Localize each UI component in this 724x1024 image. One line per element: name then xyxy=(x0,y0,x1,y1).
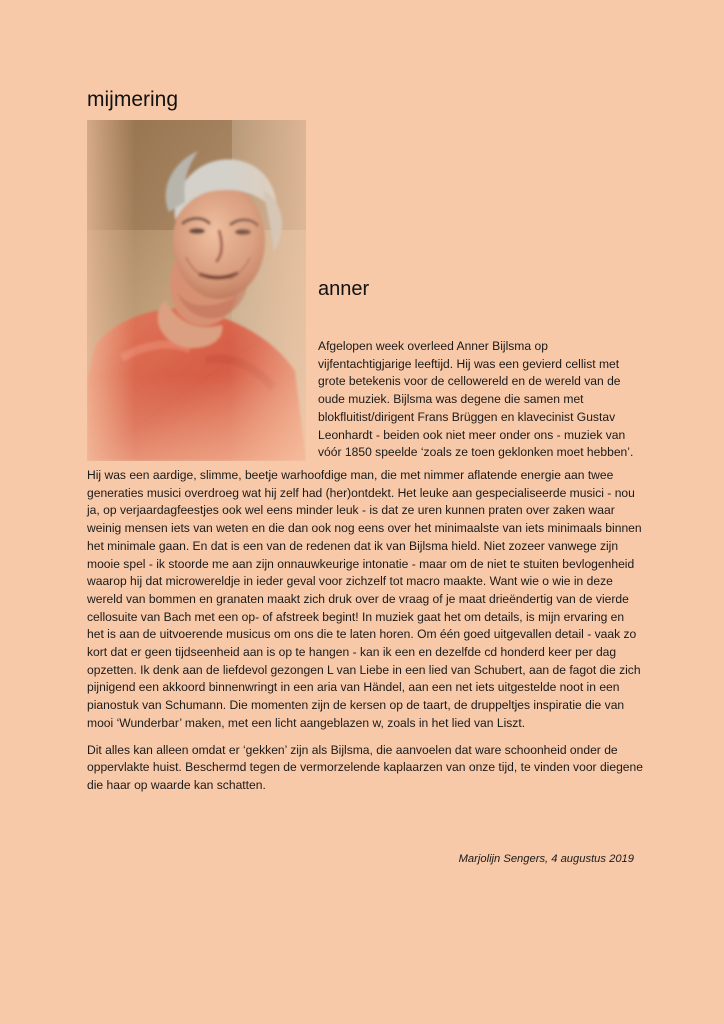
article-subtitle: anner xyxy=(318,278,370,300)
portrait-illustration xyxy=(87,120,306,461)
body-paragraph: Hij was een aardige, slimme, beetje warhoofdige man, die met nimmer aflatende energie aan twee generaties musici overdroeg wat hij zelf had (her)ontdekt. Het leuke aan gespecialiseerde musici - nou ja, op verjaardagfeestjes ook wel eens minder leuk - is dat ze uren kunnen praten over zaken waar weinig mensen iets van weten en die dan ook nog eens over het minimaalste van iets minimaals binnen het minimale gaan. En dat is een van de redenen dat ik van Bijlsma hield. Niet zozeer vanwege zijn mooie spel - ik stoorde me aan zijn onnauwkeurige intonatie - maar om de niet te stuiten bevlogenheid waarop hij dat microwereldje in ieder geval voor zichzelf tot macro maakte. Want wie o wie in deze wereld van bommen en granaten maakt zich druk over de vraag of je maat drieëndertig van de vierde cellosuite van Bach met een op- of afstreek begint! In muziek gaat het om details, is mijn ervaring en het is aan de uitvoerende musicus om ons die te laten horen. Om één goed uitgevallen detail - vaak zo kort dat er geen tijdseenheid aan is op te hangen - kan ik een en dezelfde cd honderd keer per dag opzetten. Ik denk aan de liefdevol gezongen L van Liebe in een lied van Schubert, aan de fagot die zich pijnigend een akkoord binnenwringt in een aria van Händel, aan een net iets uitgestelde noot in een pianostuk van Schumann. Die momenten zijn de kersen op de taart, de druppeltjes inspiratie die van mooi ‘Wunderbar’ maken, met een licht aangeblazen w, zoals in het lied van Liszt. xyxy=(87,468,642,730)
body-paragraph: Dit alles kan alleen omdat er ‘gekken’ zijn als Bijlsma, die aanvoelen dat ware schoonheid onder de oppervlakte huist. Beschermd tegen de vermorzelende kaplaarzen van onze tijd, te vinden voor diegene die haar op waarde kan schatten. xyxy=(87,742,643,792)
author-date-signature: Marjolijn Sengers, 4 augustus 2019 xyxy=(458,853,634,865)
page-title: mijmering xyxy=(87,88,179,111)
intro-paragraph: Afgelopen week overleed Anner Bijlsma op vijfentachtigjarige leeftijd. Hij was een gevierd cellist met grote betekenis voor de cellowereld en de wereld van de oude muziek. Bijlsma was degene die samen met blokfluitist/dirigent Frans Brüggen en klavecinist Gustav Leonhardt - beiden ook niet meer onder ons - muziek van vóór 1850 speelde ‘zoals ze toen geklonken moet hebben’. xyxy=(318,339,634,460)
article-body xyxy=(87,467,643,804)
portrait-photo xyxy=(87,120,306,461)
